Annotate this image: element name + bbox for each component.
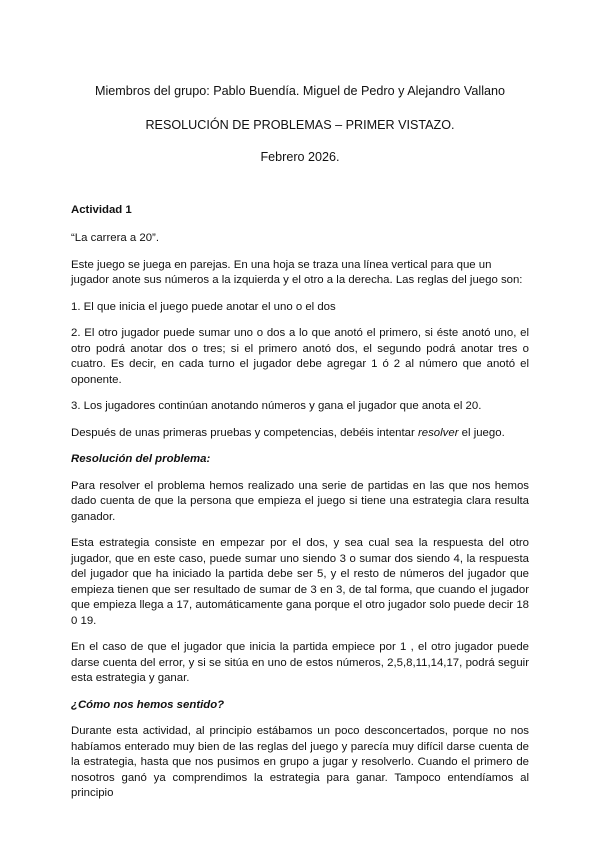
game-name: “La carrera a 20”. bbox=[71, 232, 159, 244]
task-text-before: Después de unas primeras pruebas y competencias, debéis intentar bbox=[71, 426, 418, 439]
activity-heading: Actividad 1 bbox=[71, 203, 132, 216]
task-statement bbox=[71, 426, 529, 442]
resolution-paragraph-1: Para resolver el problema hemos realizado una serie de partidas en las que nos hemos dado cuenta de que la persona que empieza el juego si tiene una estrategia clara resulta ganador. bbox=[71, 479, 529, 523]
resolution-paragraph-3: En el caso de que el jugador que inicia la partida empiece por 1 , el otro jugador puede darse cuenta del error, y si se sitúa en uno de estos números, 2,5,8,11,14,17, podrá seguir esta estrategia y ganar. bbox=[71, 641, 529, 684]
game-intro: Este juego se juega en parejas. En una hoja se traza una línea vertical para que un jugador anote sus números a la izquierda y el otro a la derecha. Las reglas del juego son: bbox=[71, 258, 523, 286]
document-title: RESOLUCIÓN DE PROBLEMAS – PRIMER VISTAZO. bbox=[145, 117, 455, 132]
resolution-paragraph-2: Esta estrategia consiste en empezar por el dos, y sea cual sea la respuesta del otro jugador, que en este caso, puede sumar uno siendo 3 o sumar dos siendo 4, la respuesta del jugador que ha iniciado la partida debe ser 5, y el resto de números del jugador que empieza tienen que ser resultado de sumar de 3 en 3, de tal forma, que cuando el jugador que empieza llega a 17, automáticamente gana porque el otro jugador solo puede decir 18 0 19. bbox=[71, 537, 529, 627]
task-emphasis: resolver bbox=[417, 426, 459, 439]
rule-1: 1. El que inicia el juego puede anotar el uno o el dos bbox=[71, 300, 336, 313]
rule-2: 2. El otro jugador puede sumar uno o dos a lo que anotó el primero, si éste anotó uno, el otro podrá anotar dos o tres; si el primero anotó dos, el segundo podrá anotar tres o cuatro. Es decir, en cada turno el jugador debe agregar 1 ó 2 al número que anotó el oponente. bbox=[71, 327, 529, 386]
resolution-heading: Resolución del problema: bbox=[71, 453, 211, 465]
feelings-heading: ¿Cómo nos hemos sentido? bbox=[71, 698, 225, 711]
rule-3: 3. Los jugadores continúan anotando números y gana el jugador que anota el 20. bbox=[71, 400, 482, 412]
group-members-line: Miembros del grupo: Pablo Buendía. Miguel de Pedro y Alejandro Vallano bbox=[94, 84, 505, 98]
document-date: Febrero 2026. bbox=[260, 150, 340, 164]
feelings-paragraph-1: Durante esta actividad, al principio estábamos un poco desconcertados, porque no nos habíamos enterado muy bien de las reglas del juego y parecía muy difícil darse cuenta de la estrategia, hasta que nos pusimos en grupo a jugar y resolverlo. Cuando el primero de nosotros ganó ya comprendimos la estrategia para ganar. Tampoco entendíamos al principio bbox=[71, 725, 529, 799]
task-text-after: el juego. bbox=[458, 426, 505, 439]
